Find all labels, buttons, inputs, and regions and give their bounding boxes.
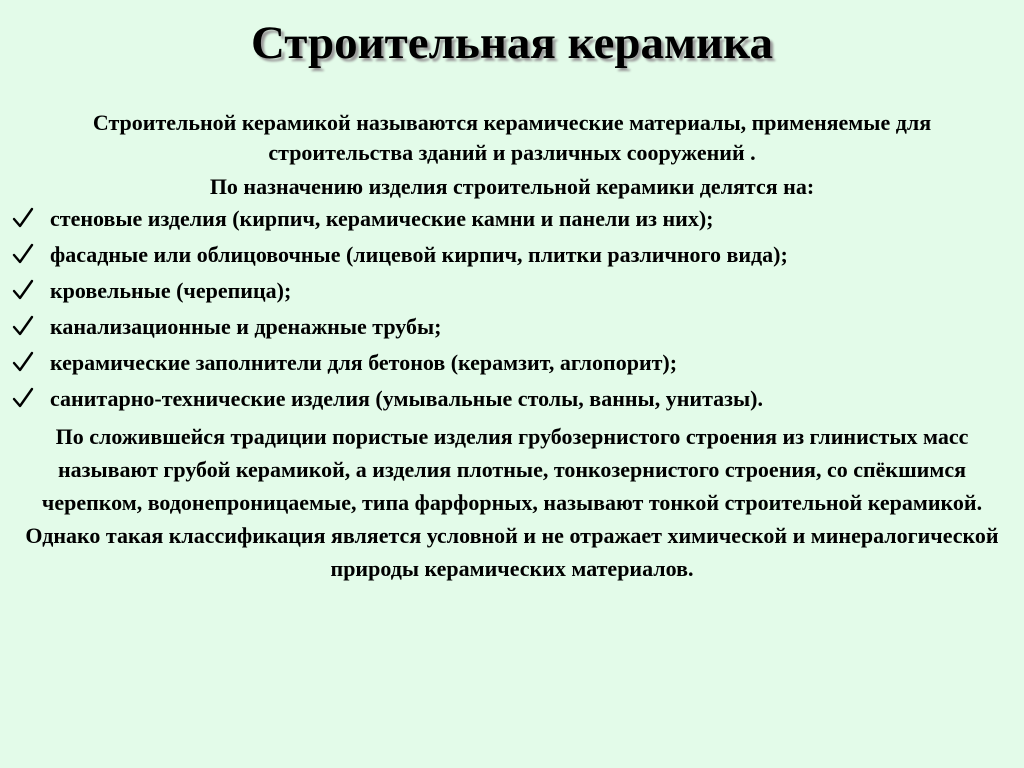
slide-body: [12, 108, 1012, 585]
list-item-text: санитарно-технические изделия (умывальные столы, ванны, унитазы).: [50, 386, 763, 411]
slide-title: Строительная керамика: [250, 17, 773, 69]
list-item: [12, 312, 990, 342]
checkmark-icon: [12, 206, 34, 230]
checkmark-icon: [12, 386, 34, 410]
list-item: [12, 204, 990, 234]
intro-paragraph: Строительной керамикой называются керамические материалы, применяемые для строительства зданий и различных сооружений .: [92, 110, 932, 165]
list-item-text: кровельные (черепица);: [50, 278, 292, 303]
checkmark-icon: [12, 314, 34, 338]
list-item: [12, 384, 990, 414]
checkmark-icon: [12, 350, 34, 374]
checkmark-icon: [12, 242, 34, 266]
list-item-text: канализационные и дренажные трубы;: [50, 314, 442, 339]
list-item-text: стеновые изделия (кирпич, керамические камни и панели из них);: [50, 206, 714, 231]
checkmark-icon: [12, 278, 34, 302]
list-item-text: керамические заполнители для бетонов (керамзит, аглопорит);: [50, 350, 678, 375]
product-category-list: [12, 204, 1012, 414]
list-item: [12, 276, 990, 306]
conclusion-paragraph: По сложившейся традиции пористые изделия грубозернистого строения из глинистых масс называют грубой керамикой, а изделия плотные, тонкозернистого строения, со спёкшимся черепком, водонепроницаемые, типа фарфорных, называют тонкой строительной керамикой. Однако такая классификация является условной и не отражает химической и минералогической природы керамических материалов.: [25, 424, 999, 581]
list-item-text: фасадные или облицовочные (лицевой кирпич, плитки различного вида);: [50, 242, 788, 267]
classification-lead: По назначению изделия строительной керамики делятся на:: [209, 174, 815, 199]
list-item: [12, 348, 990, 378]
list-item: [12, 240, 990, 270]
